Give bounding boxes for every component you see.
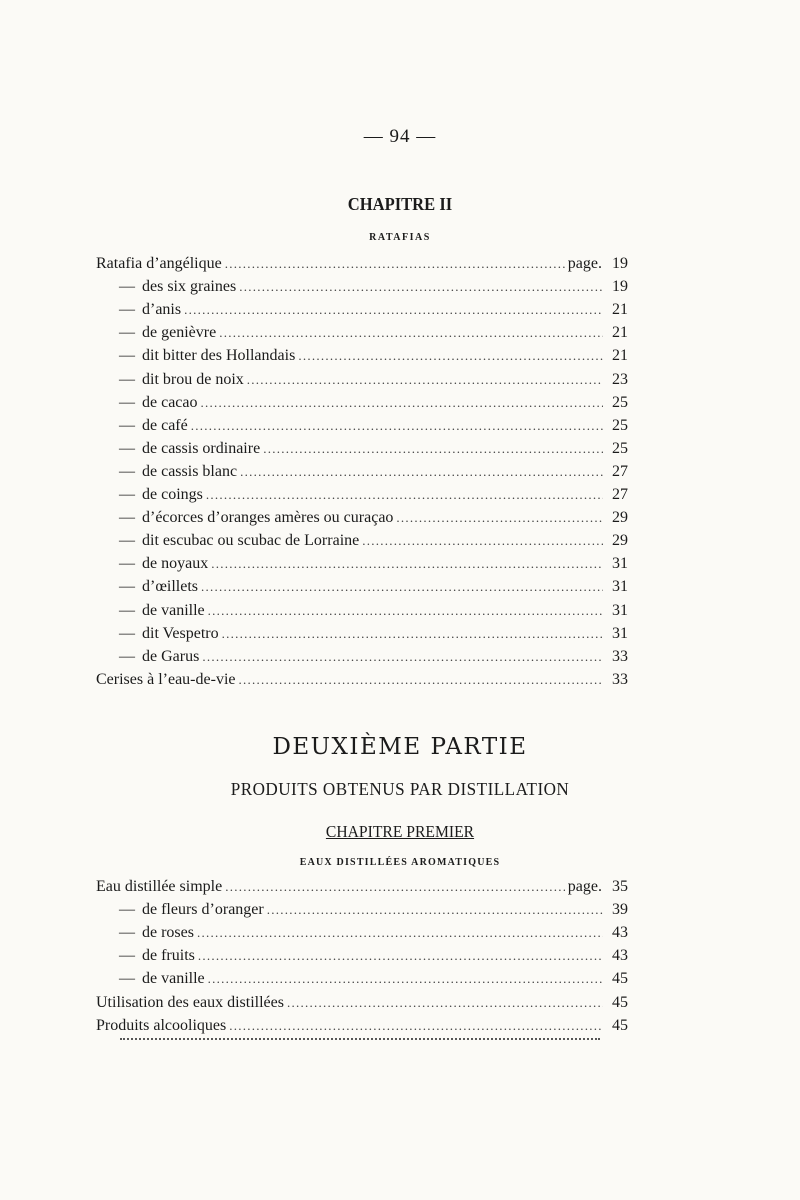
ditto-dash: — xyxy=(119,301,135,319)
ditto-dash: — xyxy=(119,486,135,503)
toc-page-number: 19 xyxy=(612,278,628,296)
toc-entry-title: de fruits xyxy=(142,947,195,965)
dot-leader xyxy=(267,899,603,921)
toc-entry xyxy=(112,968,628,990)
toc-entry xyxy=(112,276,628,298)
dot-leader xyxy=(184,299,603,321)
toc-page-number: 31 xyxy=(612,555,628,573)
ditto-dash: — xyxy=(119,347,135,365)
toc-entry xyxy=(112,553,628,575)
toc-entry-title: de vanille xyxy=(142,970,205,988)
ditto-dash: — xyxy=(119,601,135,619)
dot-leader xyxy=(240,461,603,483)
dot-leader xyxy=(198,945,603,967)
toc-entry xyxy=(112,369,628,391)
part-title: DEUXIÈME PARTIE xyxy=(272,734,528,760)
toc-entry-title: de Garus xyxy=(142,647,200,665)
dot-leader xyxy=(206,484,603,506)
chapter-title-2: CHAPITRE PREMIER xyxy=(325,822,475,841)
dot-leader xyxy=(362,530,603,552)
page-label: page. xyxy=(567,255,602,272)
ditto-dash: — xyxy=(119,509,135,527)
toc-entry-title: dit brou de noix xyxy=(142,370,244,388)
toc-entry-title: d’écorces d’oranges amères ou curaçao xyxy=(142,509,394,527)
dot-leader xyxy=(219,322,603,344)
toc-page-number: 45 xyxy=(612,993,628,1011)
dot-leader xyxy=(208,600,603,622)
toc-entry-title: de noyaux xyxy=(142,555,209,573)
dot-leader xyxy=(225,253,565,275)
dot-leader xyxy=(201,392,603,414)
ditto-dash: — xyxy=(119,439,135,457)
toc-entry-title: de cassis ordinaire xyxy=(142,439,261,457)
section-heading-2: EAUX DISTILLÉES AROMATIQUES xyxy=(299,857,501,868)
toc-entry xyxy=(96,1015,628,1037)
chapter-title: CHAPITRE II xyxy=(347,194,453,214)
toc-page-number: 43 xyxy=(612,924,628,942)
dot-leader xyxy=(197,922,603,944)
toc-entry xyxy=(112,438,628,460)
ditto-dash: — xyxy=(119,393,135,411)
toc-page-number: 27 xyxy=(612,462,628,480)
ditto-dash: — xyxy=(119,324,135,342)
toc-entry-title: de café xyxy=(142,416,188,434)
toc-entry xyxy=(96,669,628,691)
toc-entry xyxy=(112,415,628,437)
ditto-dash: — xyxy=(119,970,135,988)
toc-entry xyxy=(96,253,628,275)
toc-entry-title: Ratafia d’angélique xyxy=(96,255,222,272)
toc-entry xyxy=(112,600,628,622)
dot-leader xyxy=(208,968,603,990)
toc-entry xyxy=(112,922,628,944)
toc-page-number: 33 xyxy=(612,670,628,688)
toc-entry xyxy=(112,322,628,344)
dot-leader xyxy=(247,369,603,391)
toc-page-number: 45 xyxy=(612,970,628,988)
ditto-dash: — xyxy=(119,278,135,296)
dot-leader xyxy=(202,646,603,668)
dot-leader xyxy=(191,415,603,437)
ditto-dash: — xyxy=(119,924,135,942)
toc-page-number: 21 xyxy=(612,324,628,342)
toc-entry xyxy=(112,530,628,552)
toc-entry xyxy=(112,576,628,598)
toc-entry-title: dit escubac ou scubac de Lorraine xyxy=(142,532,360,550)
toc-page-number: 43 xyxy=(612,947,628,965)
toc-entry-title: de coings xyxy=(142,486,203,503)
toc-entry xyxy=(96,992,628,1014)
dotted-rule xyxy=(120,1038,600,1040)
toc-entry xyxy=(112,945,628,967)
toc-entry-title: des six graines xyxy=(142,278,237,296)
toc-entry xyxy=(112,484,628,506)
toc-page-number: 19 xyxy=(612,255,628,272)
dot-leader xyxy=(222,623,603,645)
toc-entry-title: de fleurs d’oranger xyxy=(142,901,264,919)
toc-page-number: 27 xyxy=(612,486,628,503)
toc-entry-title: dit Vespetro xyxy=(142,624,219,642)
toc-page-number: 23 xyxy=(612,370,628,388)
toc-page-number: 35 xyxy=(612,878,628,895)
ditto-dash: — xyxy=(119,578,135,596)
dot-leader xyxy=(211,553,603,575)
page-label: page. xyxy=(567,878,602,895)
toc-entry-title: de vanille xyxy=(142,601,205,619)
toc-entry xyxy=(112,392,628,414)
toc-entry-title: d’anis xyxy=(142,301,182,319)
toc-page-number: 21 xyxy=(612,347,628,365)
toc-entry-title: Cerises à l’eau-de-vie xyxy=(96,670,236,688)
dot-leader xyxy=(229,1015,603,1037)
ditto-dash: — xyxy=(119,947,135,965)
ditto-dash: — xyxy=(119,416,135,434)
part-subtitle: PRODUITS OBTENUS PAR DISTILLATION xyxy=(230,779,570,799)
toc-entry-title: de genièvre xyxy=(142,324,217,342)
section-heading: RATAFIAS xyxy=(369,232,431,243)
toc-entry xyxy=(112,507,628,529)
dot-leader xyxy=(287,992,603,1014)
toc-page-number: 39 xyxy=(612,901,628,919)
toc-entry-title: de roses xyxy=(142,924,194,942)
toc-entry xyxy=(112,646,628,668)
toc-entry-title: Utilisation des eaux distillées xyxy=(96,993,284,1011)
toc-page-number: 25 xyxy=(612,393,628,411)
ditto-dash: — xyxy=(119,647,135,665)
ditto-dash: — xyxy=(119,555,135,573)
toc-entry-title: Eau distillée simple xyxy=(96,878,223,895)
toc-entry-title: Produits alcooliques xyxy=(96,1016,227,1034)
dot-leader xyxy=(225,876,565,898)
toc-entry xyxy=(96,876,628,898)
toc-entry xyxy=(112,899,628,921)
ditto-dash: — xyxy=(119,462,135,480)
page-number: — 94 — xyxy=(363,126,437,147)
dot-leader xyxy=(238,669,603,691)
toc-entry-title: de cassis blanc xyxy=(142,462,238,480)
toc-page-number: 31 xyxy=(612,601,628,619)
toc-page-number: 25 xyxy=(612,439,628,457)
dot-leader xyxy=(263,438,603,460)
dot-leader xyxy=(396,507,603,529)
ditto-dash: — xyxy=(119,624,135,642)
toc-page-number: 25 xyxy=(612,416,628,434)
toc-entry xyxy=(112,299,628,321)
toc-entry xyxy=(112,461,628,483)
dot-leader xyxy=(298,345,603,367)
toc-page-number: 29 xyxy=(612,532,628,550)
dot-leader xyxy=(239,276,603,298)
toc-entry xyxy=(112,345,628,367)
toc-entry-title: d’œillets xyxy=(142,578,198,596)
ditto-dash: — xyxy=(119,370,135,388)
toc-page-number: 33 xyxy=(612,647,628,665)
toc-entry xyxy=(112,623,628,645)
toc-page-number: 45 xyxy=(612,1016,628,1034)
toc-entry-title: de cacao xyxy=(142,393,198,411)
toc-entry-title: dit bitter des Hollandais xyxy=(142,347,296,365)
ditto-dash: — xyxy=(119,901,135,919)
toc-page-number: 29 xyxy=(612,509,628,527)
toc-page-number: 21 xyxy=(612,301,628,319)
dot-leader xyxy=(201,576,603,598)
ditto-dash: — xyxy=(119,532,135,550)
toc-page-number: 31 xyxy=(612,624,628,642)
toc-page-number: 31 xyxy=(612,578,628,596)
